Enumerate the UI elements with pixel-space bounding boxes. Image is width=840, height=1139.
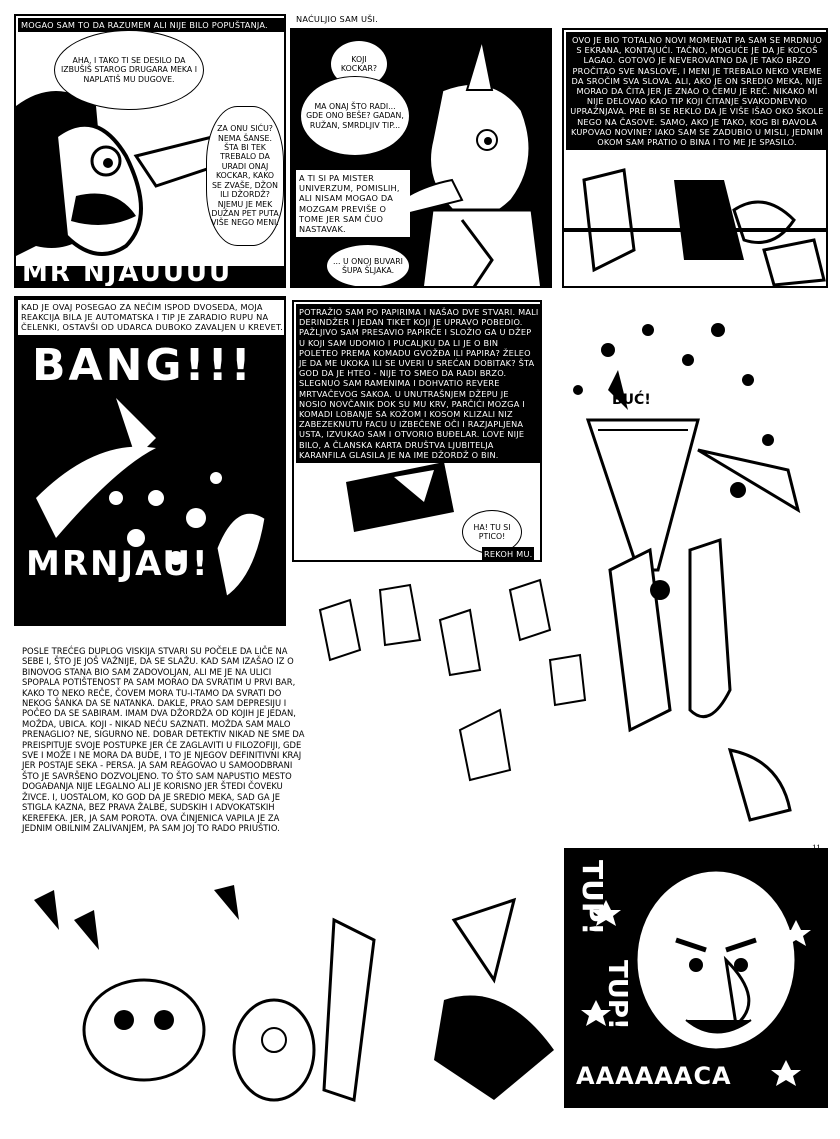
bottom-strip-illustration: [14, 860, 564, 1120]
panel-2-caption-2: A TI SI PA MISTER UNIVERZUM, POMISLIH, ALI NISAM MOGAO DA MOZGAM PREVIŠE O TOME JER SAM ČUO NASTAVAK.: [296, 170, 410, 237]
sound-effect-text: MRNJAU!: [26, 544, 210, 584]
speech-bubble: MA ONAJ ŠTO RADI... GDE ONO BEŠE? GADAN, RUŽAN, SMRDLJIV TIP...: [300, 76, 410, 156]
speech-bubble: AHA, I TAKO TI SE DESILO DA IZBUŠIŠ STAROG DRUGARA MEKA I NAPLATIŠ MU DUGOVE.: [54, 30, 204, 110]
speech-bubble: HA! TU SI PTICO!: [462, 510, 522, 554]
narration-text: POSLE TREĆEG DUPLOG VISKIJA STVARI SU POČELE DA LIČE NA SEBE I, ŠTO JE JOŠ VAŽNIJE, DA SE SLAŽU. KAD SAM IZAŠAO IZ O BINOVOG STANA BIO SAM ZADOVOLJAN, ALI ME JE NA ULICI SPOPALA POTIŠTENOST PA SAM MORAO DA SVRATIM U PRVI BAR, KAKO TO NEKO REČE, ČOVEM MORA TU-I-TAMO DA SVRATI DO NEKOG ŠANKA DA SE NATANKA. DAKLE, PRAO SAM DEPRESIJU I POČEO DA SE SABIRAM. IMAM DVA DŽORDŽA OD KOJIH JE JEDAN, MOŽDA, UBICA. KOJI - NIKAD NEĆU SAZNATI. MOŽDA SAM MALO PRENAGLIO? NE, SIGURNO NE. DOBAR DETEKTIV NIKAD NE SME DA PREISPITUJE SVOJE POSTUPKE JER ĆE ZAGLAVITI U FILOZOFIJI, GDE SVE I MOŽE I NE MORA DA BUDE, I TO JE NJEGOV DEFINITIVNI KRAJ JER POSTAJE SEKA - PERSA. JA SAM REAGOVAO U SAMOODBRANI ŠTO JE SAVRŠENO DOZVOLJENO. TO ŠTO SAM NAPUSTIO MESTO DOGAĐANJA NIJE LEGALNO ALI JE KORISNO JER ŠTEDI ČOVEKU ŽIVCE. I, UOSTALOM, KO GOD DA JE SREDIO MEKA, SAD GA JE STIGLA KAZNA, BEZ PRAVA ŽALBE, SUDSKIH I ADVOKATSKIH KEREFEKA. JER, JA SAM POROTA. OVA ČINJENICA VAPILA JE ZA JEDNIM OBILNIM ZALIVANJEM, PA SAM JOJ TO RADO PRIUŠTIO.: [22, 646, 305, 833]
sound-effect-text: TUP!: [576, 860, 609, 936]
sound-effect-text: BANG!!!: [32, 340, 254, 391]
panel-3: [562, 28, 828, 288]
sound-effect-text: TUP!: [602, 960, 632, 1030]
panel-4-caption: KAD JE OVAJ POSEGAO ZA NEČIM ISPOD DVOSEDA, MOJA REAKCIJA BILA JE AUTOMATSKA I TIP JE ZARADIO RUPU NA ČELENKI, OSTAVŠI OD UDARCA DUBOKO ZAVALJEN U KREVET.: [18, 300, 286, 335]
speech-bubble: KOJI KOCKAR?: [330, 40, 388, 88]
sound-effect-text: MR ŇJAUUUU: [22, 258, 233, 288]
speech-bubble: ... U ONOJ BUVARI ŠUPA ŠLJAKA.: [326, 244, 410, 288]
sound-effect-text: BUĆ!: [612, 392, 651, 408]
panel-1-caption: MOGAO SAM TO DA RAZUMEM ALI NIJE BILO POPUŠTANJA.: [18, 18, 286, 32]
speech-bubble: ZA ONU SIĆU? NEMA ŠANSE. ŠTA BI TEK TREBALO DA URADI ONAJ KOCKAR, KAKO SE ZVAŠE, DŽON ILI DŽORDŽ? NJEMU JE MEK DUŽAN PET PUTA VIŠE NEGO MENI.: [206, 106, 284, 246]
panel-5-caption: POTRAŽIO SAM PO PAPIRIMA I NAŠAO DVE STVARI. MALI DERINDŽER I JEDAN TIKET KOJI JE UPRAVO POBEDIO. PAŽLJIVO SAM PRESAVIO PAPIRČE I SLOŽIO GA U DŽEP U KOJI SAM UDOMIO I PUCALJKU DA LI JE O BIN POLETEO PREMA KOMADU GVOŽĐA ILI PAPIRA? ŽELEO JE DA ME UKOKA ILI SE UVERI U SREĆAN DOBITAK? ŠTA GOD DA JE HTEO - NIJE TO SMEO DA RADI BRZO. SLEGNUO SAM RAMENIMA I DOHVATIO REVERE MRTVAČEVOG SAKOA. U UNUTRAŠNJEM DŽEPU JE NOSIO NOVČANIK DOK SU MU KRV, PARČIĆI MOZGA I KOMADI LOBANJE SA KOŽOM I KOSOM KLIZALI NIZ ZABEZEKNUTU FACU U IZBEČENE OČI I RAZJAPLJENA USTA, IZVUKAO SAM I OTVORIO BUĐELAR. LOVE NIJE BILO, A ČLANSKA KARTA DRUŠTVA LJUBITELJA KARANFILA GLASILA JE NA IME DŽORDŽ O BIN.: [296, 304, 542, 463]
room-scene-illustration: [564, 30, 828, 288]
falling-papers-illustration: [310, 530, 830, 830]
panel-3-caption: OVO JE BIO TOTALNO NOVI MOMENAT PA SAM SE MRDNUO S EKRANA, KONTAJUĆI. TAČNO, MOGUĆE JE DA JE KOCOŠ LAGAO. GOTOVO JE NEVEROVATNO DA JE TAKO BRZO PROČITAO SVE NASLOVE, I MENI JE TREBALO NEKO VREME DA SROČIM SVA SLOVA. ALI, AKO JE ON SREDIO MEKA, NIJE MORAO DA ČITA JER JE ZNAO O ČEMU JE REČ. NIKAKO MI NIJE DELOVAO KAO TIP KOJI ČITANJE SVAKODNEVNO UPRAŽNJAVA. PRE BI SE REKLO DA JE VIŠE IŠAO OKO ŠKOLE NEGO NA ČASOVE. SAMO, AKO JE TAKO, KOG BI ĐAVOLA KUPOVAO NOVINE? IAKO SAM SE ZADUBIO U MISLI, JEDNIM OKOM SAM PRATIO O BINA I TO ME JE SPASILO.: [566, 32, 828, 150]
panel-5: [292, 300, 542, 562]
panel-5-caption-2: REKOH MU.: [482, 547, 534, 561]
panel-4: [14, 296, 286, 626]
panel-1: [14, 14, 286, 288]
panel-2-caption: NAĆULJIO SAM UŠI.: [296, 14, 378, 24]
sound-effect-text: AAAAAACA: [576, 1062, 732, 1090]
panel-last: [564, 848, 828, 1108]
panel-2: [290, 28, 552, 288]
